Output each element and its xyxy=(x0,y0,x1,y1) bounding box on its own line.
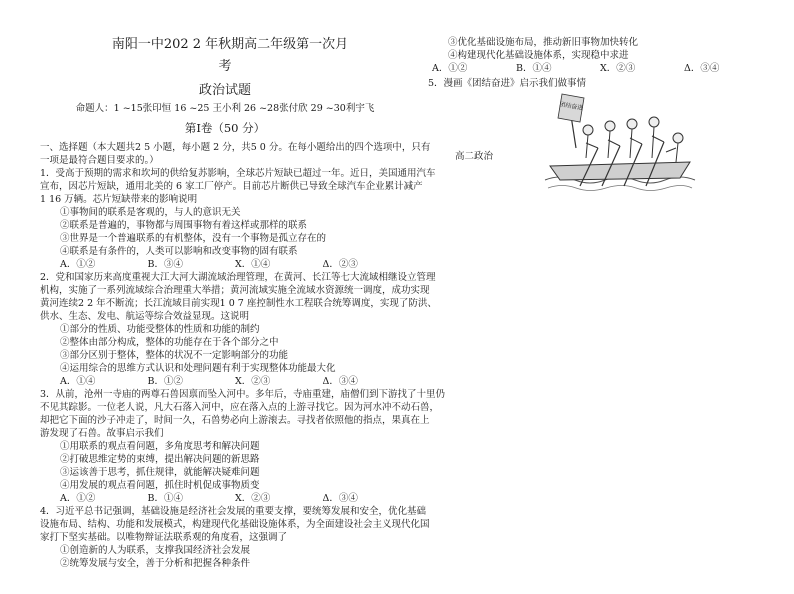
banner-text: 团结奋进 xyxy=(558,100,584,113)
question-item: ③优化基础设施布局，推动新旧事物加快转化 xyxy=(448,37,639,48)
option-d: Δ．②③ xyxy=(322,259,358,270)
option-a: A．①④ xyxy=(60,376,96,387)
answer-options xyxy=(40,258,410,271)
question-stem: 4．习近平总书记强调，基础设施是经济社会发展的重要支撑，要统筹发展和安全，优化基础 xyxy=(40,506,427,517)
option-d: Δ．③④ xyxy=(322,376,358,387)
question-item: ②打破思维定势的束缚，提出解决问题的新思路 xyxy=(60,454,260,465)
subject-title: 政治试题 xyxy=(198,83,251,98)
question-item: ④运用综合的思维方式认识和处理问题有利于实现整体功能最大化 xyxy=(60,363,336,374)
question-stem: 游发现了石兽。故事启示我们 xyxy=(40,428,164,439)
question-stem: 2．党和国家历来高度重视大江大河大湖流域治理管理，在黄河、长江等七大流域相继设立管理 xyxy=(40,272,436,283)
answer-options xyxy=(428,62,768,75)
cartoon-caption: 高二政治 xyxy=(455,151,494,162)
question-item: ①部分的性质、功能受整体的性质和功能的制约 xyxy=(60,324,260,335)
question-stem: 3．从前，沧州一寺庙的两尊石兽因禀而坠入河中。多年后，寺庙重建，庙僧们到下游找了十里仍 xyxy=(40,389,446,400)
question-item: ②整体由部分构成，整体的功能存在于各个部分之中 xyxy=(60,337,279,348)
question-item: ③世界是一个普遍联系的有机整体，没有一个事物是孤立存在的 xyxy=(60,233,327,244)
question-3 xyxy=(40,388,446,505)
question-item: ④构建现代化基础设施体系，实现稳中求进 xyxy=(448,50,629,61)
instructions xyxy=(40,141,431,167)
option-b: B．①④ xyxy=(147,493,183,504)
question-stem: 不见其踪影。一位老人说，凡大石落入河中，应在落入点的上游寻找它。因为河水冲不动石兽， xyxy=(40,402,440,413)
question-stem: 却把它下面的沙子冲走了，时间一久，石兽势必向上游滚去。寻找者依照他的指点，果真在上 xyxy=(40,415,430,426)
left-column xyxy=(40,36,446,570)
question-stem: 1．受高于预期的需求和坎坷的供给复苏影响，全球芯片短缺已超过一年。近日，美国通用汽车 xyxy=(40,168,436,179)
question-stem: 家打下坚实基础。以唯物辩证法联系观的角度看，这强调了 xyxy=(40,532,288,543)
question-item: ③部分区别于整体，整体的状况不一定影响部分的功能 xyxy=(60,350,289,361)
question-item: ④联系是有条件的，人类可以影响和改变事物的固有联系 xyxy=(60,246,298,257)
instruction-line: 一项是最符合题目要求的。） xyxy=(40,155,159,166)
option-b: B．③④ xyxy=(147,259,183,270)
question-item: ②统筹发展与安全，善于分析和把握各种条件 xyxy=(60,558,251,569)
question-stem: 1 16 万辆。芯片短缺带来的影响说明 xyxy=(40,194,198,205)
exam-title-line2: 考 xyxy=(218,59,232,74)
question-item: ③运该善于思考，抓住规律，就能解决疑难问题 xyxy=(60,467,260,478)
option-a: A．①② xyxy=(60,493,96,504)
question-stem: 供水、生态、发电、航运等综合效益显现。这说明 xyxy=(40,311,250,322)
question-item: ①创造新的人为联系，支撑我国经济社会发展 xyxy=(60,545,251,556)
option-d: Δ．③④ xyxy=(322,493,358,504)
option-c: X．①④ xyxy=(235,259,271,270)
right-column xyxy=(428,36,768,90)
option-d: Δ．③④ xyxy=(684,63,720,74)
authors-line: 命题人：1 ~15张印恒 16 ~25 王小利 26 ~28张付欣 29 ~30利宇飞 xyxy=(75,103,375,114)
question-4 xyxy=(40,505,430,570)
question-stem: 黄河连续2 2 年不断流；长江流域目前实现1 0 7 座控制性水工程联合统筹调度，实现了防洪、 xyxy=(40,298,437,309)
question-stem: 设施布局、结构、功能和发展模式，构建现代化基础设施体系，为全面建设社会主义现代化国 xyxy=(40,519,430,530)
answer-options xyxy=(40,375,410,388)
option-b: B．①④ xyxy=(516,63,552,74)
rowers xyxy=(583,117,683,162)
question-item: ④用发展的观点看问题，抓住时机促成事物质变 xyxy=(60,480,260,491)
question-stem: 机构，实施了一系列流域综合治理重大举措；黄河流域实施全流域水资源统一调度，成功实现 xyxy=(40,285,430,296)
banner xyxy=(558,94,584,148)
option-a: A．①② xyxy=(60,259,96,270)
option-a: A．①② xyxy=(432,63,468,74)
question-item: ①事物间的联系是客观的，与人的意识无关 xyxy=(60,207,241,218)
exam-title-line1: 南阳一中202 2 年秋期高二年级第一次月 xyxy=(111,37,349,52)
question-item: ②联系是普遍的，事物都与周围事物有着这样或那样的联系 xyxy=(60,220,308,231)
option-c: X．②③ xyxy=(600,63,636,74)
question-1 xyxy=(40,167,436,271)
option-c: X．②③ xyxy=(235,376,271,387)
option-b: B．①② xyxy=(147,376,183,387)
instruction-line: 一、选择题（本大题共2 5 小题，每小题 2 分，共5 0 分。在每小题给出的四个选项中，只有 xyxy=(40,142,431,153)
question-item: ①用联系的观点看问题，多角度思考和解决问题 xyxy=(60,441,260,452)
section-title: 第Ⅰ卷（50 分） xyxy=(184,121,266,135)
question-5-stem: 5．漫画《团结奋进》启示我们做事情 xyxy=(428,78,587,89)
answer-options xyxy=(40,492,410,505)
question-2 xyxy=(40,271,437,388)
option-c: X．②③ xyxy=(235,493,271,504)
cartoon-illustration xyxy=(540,88,700,193)
question-stem: 宣布，因芯片短缺，通用北美的 6 家工厂停产。目前芯片断供已导致全球汽车企业累计减产 xyxy=(40,181,423,192)
